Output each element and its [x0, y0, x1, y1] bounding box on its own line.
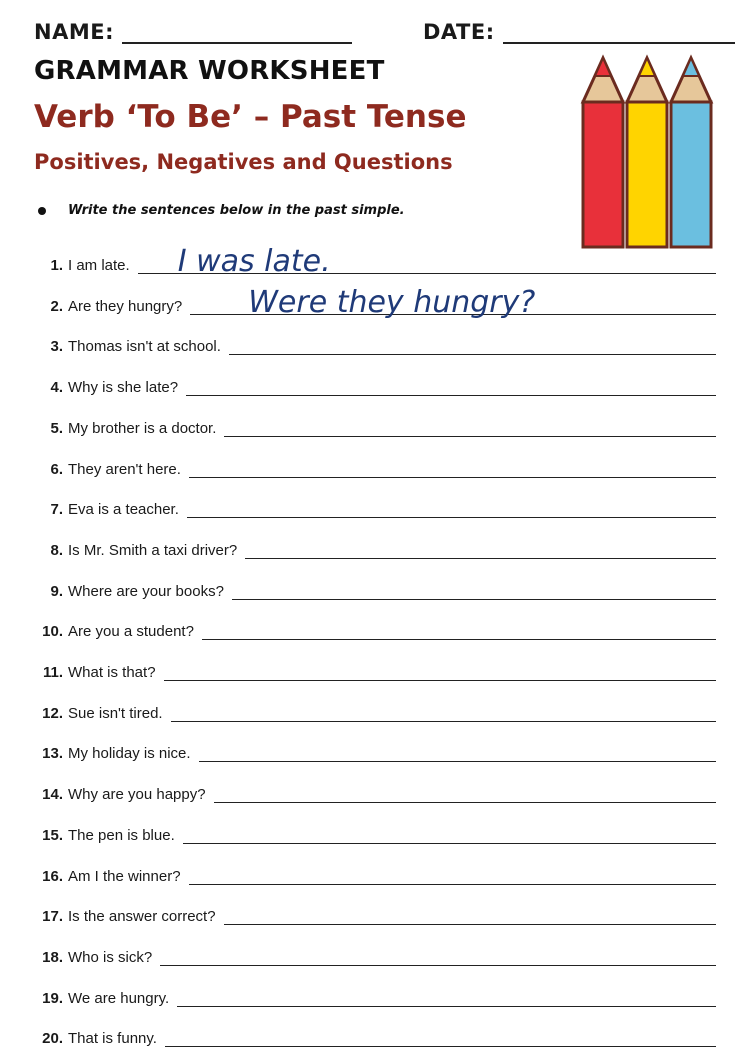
exercise-sentence: Why are you happy? [68, 786, 206, 804]
exercise-number: 18. [42, 948, 63, 966]
exercise-row [34, 284, 716, 320]
answer-line[interactable] [190, 284, 716, 320]
answer-line[interactable] [160, 947, 716, 966]
exercise-number: 1. [50, 257, 63, 274]
worksheet-subtitle: Verb ‘To Be’ – Past Tense [34, 99, 467, 135]
exercise-number: 9. [50, 582, 63, 600]
answer-line[interactable] [224, 418, 716, 437]
answer-line[interactable] [232, 581, 716, 600]
exercise-row [34, 983, 716, 1007]
exercise-row [34, 413, 716, 437]
exercise-sentence: What is that? [68, 664, 156, 681]
exercise-number: 12. [42, 704, 63, 722]
exercise-number: 4. [50, 379, 63, 397]
answer-line[interactable] [224, 906, 716, 925]
exercise-sentence: That is funny. [68, 1030, 157, 1048]
exercise-number: 11. [42, 664, 63, 681]
exercise-sentence: Who is sick? [68, 948, 153, 966]
exercise-number: 6. [50, 460, 63, 478]
exercise-number: 17. [42, 908, 63, 926]
exercise-row [34, 372, 716, 396]
exercise-row [34, 657, 716, 681]
exercise-row [34, 861, 716, 885]
exercise-number: 10. [42, 623, 63, 641]
exercise-sentence: Where are your books? [68, 582, 224, 600]
exercise-row [34, 942, 716, 966]
answer-line[interactable] [199, 743, 716, 762]
exercise-sentence: Are you a student? [68, 623, 194, 641]
answer-line[interactable] [245, 540, 716, 559]
exercise-sentence: Is the answer correct? [68, 908, 216, 926]
exercise-number: 7. [50, 501, 63, 519]
exercise-sentence: The pen is blue. [68, 826, 175, 844]
exercise-number: 19. [42, 989, 63, 1007]
exercise-sentence: We are hungry. [68, 989, 170, 1007]
answer-line[interactable] [214, 784, 716, 803]
exercise-row [34, 1023, 716, 1047]
exercise-number: 8. [50, 541, 63, 559]
answer-line[interactable] [138, 244, 716, 279]
worksheet-title: GRAMMAR WORKSHEET [34, 56, 385, 86]
answer-line[interactable] [229, 336, 716, 355]
answer-line[interactable] [202, 621, 716, 640]
answer-line[interactable] [187, 499, 716, 518]
exercise-sentence: My holiday is nice. [68, 745, 191, 763]
exercise-sentence: Why is she late? [68, 379, 179, 397]
worksheet-topic: Positives, Negatives and Questions [34, 150, 453, 174]
exercise-row [34, 738, 716, 762]
name-label: NAME: [34, 20, 114, 44]
exercise-sentence: I am late. [68, 257, 130, 274]
exercise-number: 15. [42, 826, 63, 844]
exercise-sentence: Is Mr. Smith a taxi driver? [68, 541, 238, 559]
answer-line[interactable] [165, 1028, 716, 1047]
exercise-row [34, 820, 716, 844]
exercise-number: 13. [42, 745, 63, 763]
exercise-number: 14. [42, 786, 63, 804]
answer-line[interactable] [189, 866, 716, 885]
exercise-number: 3. [50, 338, 63, 356]
exercise-row [34, 331, 716, 355]
exercise-sentence: My brother is a doctor. [68, 419, 217, 437]
answer-line[interactable] [186, 377, 716, 396]
exercise-row [34, 901, 716, 925]
exercise-row [34, 698, 716, 722]
exercise-sentence: Eva is a teacher. [68, 501, 179, 519]
answer-line[interactable] [177, 988, 716, 1007]
exercise-row [34, 494, 716, 518]
answer-line[interactable] [171, 703, 716, 722]
handwritten-answer: Were they hungry? [248, 284, 536, 320]
exercise-number: 2. [50, 297, 63, 315]
handwritten-answer: I was late. [177, 244, 331, 279]
exercise-row [34, 576, 716, 600]
instruction-text: Write the sentences below in the past simple. [68, 203, 405, 218]
exercise-sentence: Are they hungry? [68, 297, 183, 315]
exercise-sentence: They aren't here. [68, 460, 181, 478]
exercise-number: 16. [42, 867, 63, 885]
exercise-row [34, 779, 716, 803]
exercise-number: 20. [42, 1030, 63, 1048]
exercise-number: 5. [50, 419, 63, 437]
answer-line[interactable] [189, 459, 716, 478]
exercise-sentence: Thomas isn't at school. [68, 338, 221, 356]
exercise-row [34, 244, 716, 279]
exercise-row [34, 616, 716, 640]
exercise-row [34, 454, 716, 478]
answer-line[interactable] [164, 662, 716, 681]
exercise-row [34, 535, 716, 559]
exercise-sentence: Sue isn't tired. [68, 704, 163, 722]
exercise-sentence: Am I the winner? [68, 867, 181, 885]
date-label: DATE: [423, 20, 495, 44]
answer-line[interactable] [183, 825, 716, 844]
